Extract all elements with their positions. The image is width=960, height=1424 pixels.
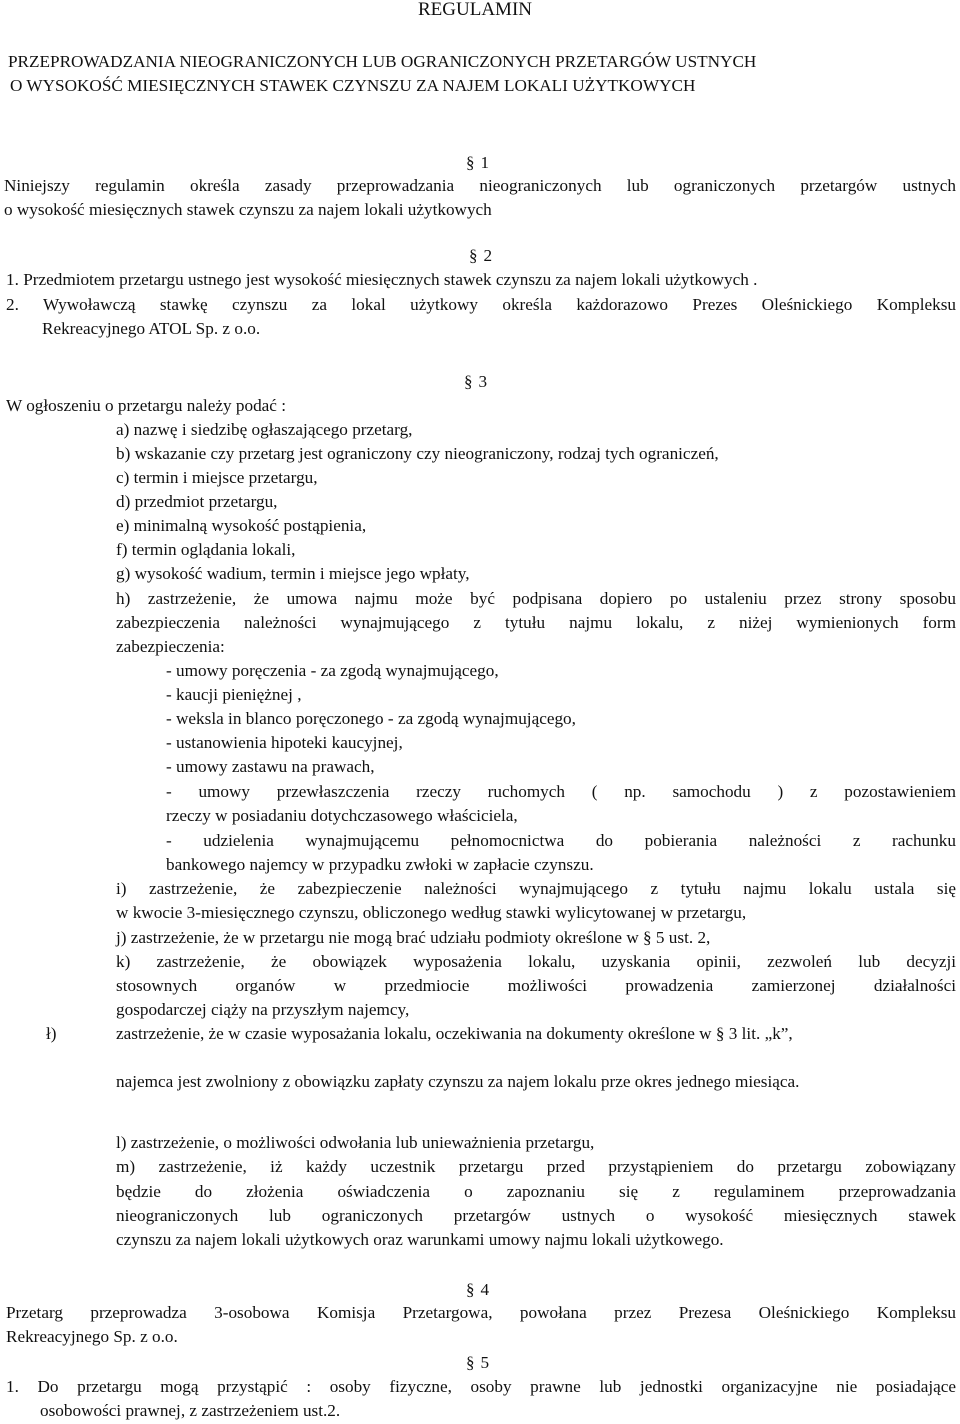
- section-mark: §: [469, 246, 478, 265]
- section-2-heading: [469, 244, 492, 268]
- list-item-l-stroke-letter: ł): [46, 1024, 57, 1043]
- list-item-j: j) zastrzeżenie, że w przetargu nie mogą brać udziału podmioty określone w § 5 ust. 2,: [116, 928, 711, 947]
- document-title: REGULAMIN: [418, 0, 532, 20]
- section-5-heading: [466, 1351, 489, 1375]
- list-item-k-line1: k) zastrzeżenie, że obowiązek wyposażenia lokalu, uzyskania opinii, zezwoleń lub decyzji: [116, 952, 956, 971]
- list-item-a: a) nazwę i siedzibę ogłaszającego przetarg,: [116, 420, 413, 439]
- list-item-g: g) wysokość wadium, termin i miejsce jego wpłaty,: [116, 564, 470, 583]
- dash-item-6-line1: - umowy przewłaszczenia rzeczy ruchomych ( np. samochodu ) z pozostawieniem: [166, 782, 956, 801]
- section-5-line1: 1. Do przetargu mogą przystąpić : osoby fizyczne, osoby prawne lub jednostki organizacyjne nie posiadające: [6, 1377, 956, 1396]
- list-item-m-line3: nieograniczonych lub ograniczonych przetargów ustnych o wysokość miesięcznych stawek: [116, 1206, 956, 1225]
- section-mark: §: [466, 1280, 475, 1299]
- section-4-line1: Przetarg przeprowadza 3-osobowa Komisja Przetargowa, powołana przez Prezesa Oleśnickiego Kompleksu: [6, 1303, 956, 1322]
- section-3-intro: W ogłoszeniu o przetargu należy podać :: [6, 396, 286, 415]
- section-3-heading: [464, 370, 487, 394]
- section-4-heading: [466, 1278, 489, 1302]
- section-1-line1: Niniejszy regulamin określa zasady przeprowadzania nieograniczonych lub ograniczonych przetargów ustnych: [4, 176, 956, 195]
- list-item-l-stroke-text: zastrzeżenie, że w czasie wyposażania lokalu, oczekiwania na dokumenty określone w § 3 lit. „k”,: [116, 1024, 793, 1043]
- list-item-f: f) termin oglądania lokali,: [116, 540, 296, 559]
- section-1-heading: [466, 151, 489, 175]
- section-4-line2: Rekreacyjnego Sp. z o.o.: [6, 1327, 178, 1346]
- section-mark: §: [466, 1353, 475, 1372]
- list-item-h-line2: zabezpieczenia należności wynajmującego z tytułu najmu lokalu, z niżej wymienionych form: [116, 613, 956, 632]
- list-item-m-line4: czynszu za najem lokali użytkowych oraz warunkami umowy najmu lokali użytkowego.: [116, 1230, 724, 1249]
- dash-item-7-line2: bankowego najemcy w przypadku zwłoki w zapłacie czynszu.: [166, 855, 594, 874]
- section-2-point-2-line1: 2. Wywoławczą stawkę czynszu za lokal użytkowy określa każdorazowo Prezes Oleśnickiego Kompleksu: [6, 295, 956, 314]
- section-number: 1: [480, 153, 490, 172]
- list-item-k-line3: gospodarczej ciąży na przyszłym najemcy,: [116, 1000, 410, 1019]
- section-1-line2: o wysokość miesięcznych stawek czynszu za najem lokali użytkowych: [4, 200, 492, 219]
- dash-item-6-line2: rzeczy w posiadaniu dotychczasowego właściciela,: [166, 806, 518, 825]
- dash-item-7-line1: - udzielenia wynajmującemu pełnomocnictwa do pobierania należności z rachunku: [166, 831, 956, 850]
- list-item-d: d) przedmiot przetargu,: [116, 492, 278, 511]
- section-number: 4: [480, 1280, 490, 1299]
- dash-item-1: - umowy poręczenia - za zgodą wynajmującego,: [166, 661, 499, 680]
- list-item-l-stroke-continuation: najemca jest zwolniony z obowiązku zapłaty czynszu za najem lokalu prze okres jednego miesiąca.: [116, 1072, 800, 1091]
- list-item-h-line1: h) zastrzeżenie, że umowa najmu może być podpisana dopiero po ustaleniu przez strony sposobu: [116, 589, 956, 608]
- list-item-i-line1: i) zastrzeżenie, że zabezpieczenie należności wynajmującego z tytułu najmu lokalu ustala się: [116, 879, 956, 898]
- list-item-b: b) wskazanie czy przetarg jest ograniczony czy nieograniczony, rodzaj tych ograniczeń,: [116, 444, 719, 463]
- list-item-l: l) zastrzeżenie, o możliwości odwołania lub unieważnienia przetargu,: [116, 1133, 595, 1152]
- list-item-k-line2: stosownych organów w przedmiocie możliwości prowadzenia zamierzonej działalności: [116, 976, 956, 995]
- section-mark: §: [464, 372, 473, 391]
- document-subtitle-line2: O WYSOKOŚĆ MIESIĘCZNYCH STAWEK CZYNSZU ZA NAJEM LOKALI UŻYTKOWYCH: [10, 76, 696, 95]
- section-2-point-1: 1. Przedmiotem przetargu ustnego jest wysokość miesięcznych stawek czynszu za najem lokali użytkowych .: [6, 270, 758, 289]
- section-2-point-2-line2: Rekreacyjnego ATOL Sp. z o.o.: [42, 319, 261, 338]
- list-item-h-line3: zabezpieczenia:: [116, 637, 225, 656]
- list-item-e: e) minimalną wysokość postąpienia,: [116, 516, 367, 535]
- list-item-m-line1: m) zastrzeżenie, iż każdy uczestnik przetargu przed przystąpieniem do przetargu zobowiązany: [116, 1157, 956, 1176]
- dash-item-2: - kaucji pieniężnej ,: [166, 685, 302, 704]
- section-number: 2: [483, 246, 493, 265]
- dash-item-5: - umowy zastawu na prawach,: [166, 757, 375, 776]
- section-5-line2: osobowości prawnej, z zastrzeżeniem ust.2.: [40, 1401, 341, 1420]
- section-number: 5: [480, 1353, 490, 1372]
- list-item-m-line2: będzie do złożenia oświadczenia o zapoznaniu się z regulaminem przeprowadzania: [116, 1182, 956, 1201]
- list-item-c: c) termin i miejsce przetargu,: [116, 468, 318, 487]
- section-mark: §: [466, 153, 475, 172]
- list-item-i-line2: w kwocie 3-miesięcznego czynszu, obliczonego według stawki wylicytowanej w przetargu,: [116, 903, 747, 922]
- document-subtitle-line1: PRZEPROWADZANIA NIEOGRANICZONYCH LUB OGRANICZONYCH PRZETARGÓW USTNYCH: [8, 52, 757, 71]
- dash-item-4: - ustanowienia hipoteki kaucyjnej,: [166, 733, 403, 752]
- section-number: 3: [478, 372, 488, 391]
- dash-item-3: - weksla in blanco poręczonego - za zgodą wynajmującego,: [166, 709, 576, 728]
